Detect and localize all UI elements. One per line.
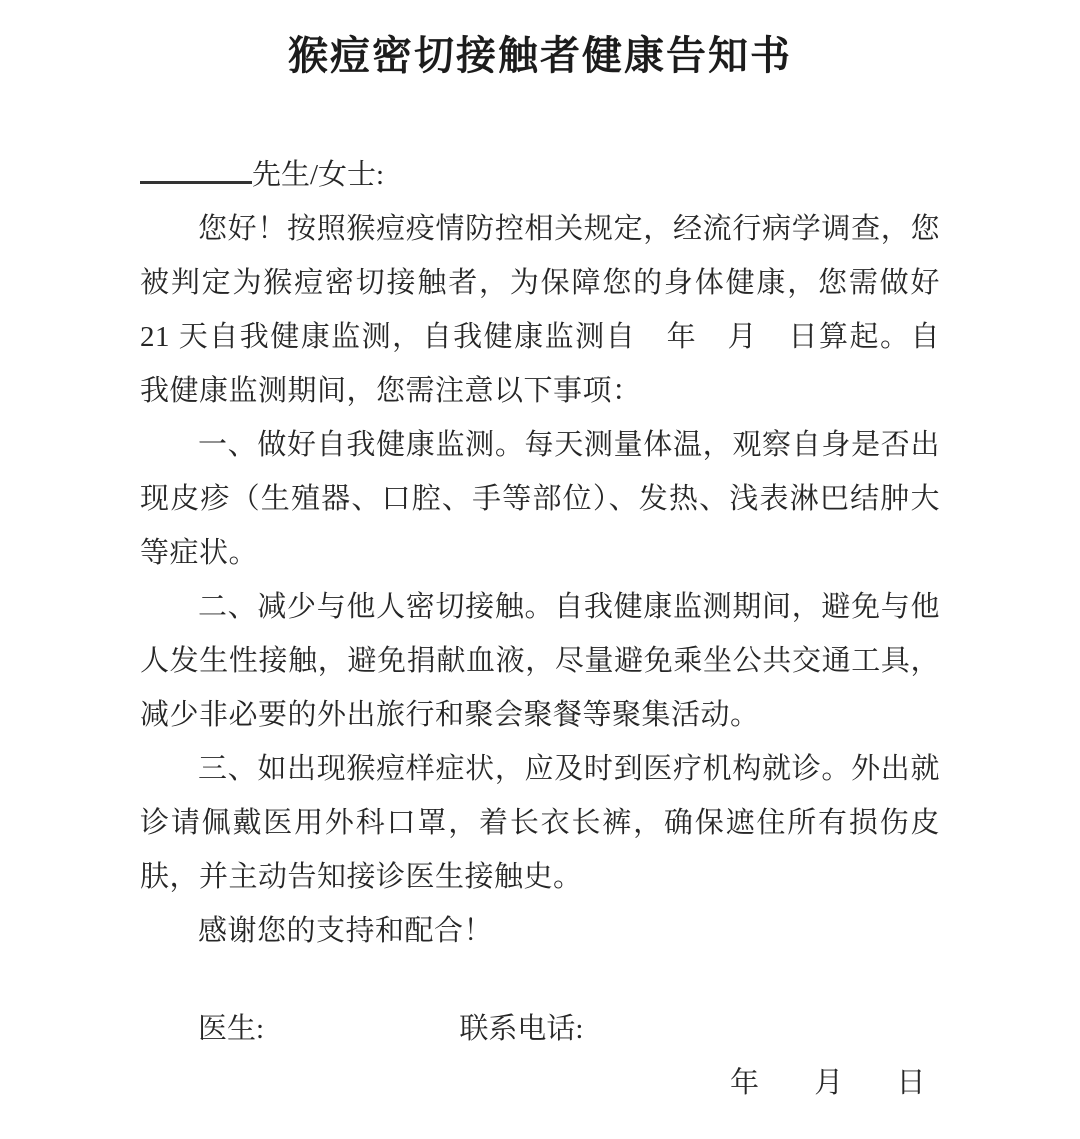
month-label: 月 — [814, 1067, 844, 1099]
paragraph-item-2: 二、减少与他人密切接触。自我健康监测期间，避免与他人发生性接触，避免捐献血液，尽量避免乘坐公共交通工具，减少非必要的外出旅行和聚会聚餐等聚集活动。 — [140, 591, 940, 731]
paragraph-intro: 您好！按照猴痘疫情防控相关规定，经流行病学调查，您被判定为猴痘密切接触者，为保障您的身体健康，您需做好 21 天自我健康监测，自我健康监测自 年 月 日算起。自我健康监测期间，您需注意以下事项： — [140, 213, 940, 407]
day-label: 日 — [896, 1067, 926, 1099]
salutation-line — [140, 148, 940, 202]
name-blank-underline — [140, 181, 252, 184]
paragraph-item-1: 一、做好自我健康监测。每天测量体温，观察自身是否出现皮疹（生殖器、口腔、手等部位）、发热、浅表淋巴结肿大等症状。 — [140, 429, 940, 569]
salutation-text: 先生/女士: — [252, 159, 385, 191]
paragraph-thanks: 感谢您的支持和配合！ — [198, 915, 494, 947]
document-body — [140, 148, 940, 1110]
year-label: 年 — [730, 1067, 760, 1099]
document-title: 猴痘密切接触者健康告知书 — [288, 33, 792, 78]
paragraph-item-3: 三、如出现猴痘样症状，应及时到医疗机构就诊。外出就诊请佩戴医用外科口罩，着长衣长裤，确保遮住所有损伤皮肤，并主动告知接诊医生接触史。 — [140, 753, 940, 893]
doctor-label: 医生: — [198, 1013, 265, 1045]
date-line — [140, 1056, 940, 1110]
signature-row — [140, 1002, 940, 1056]
phone-label: 联系电话: — [459, 1013, 584, 1045]
